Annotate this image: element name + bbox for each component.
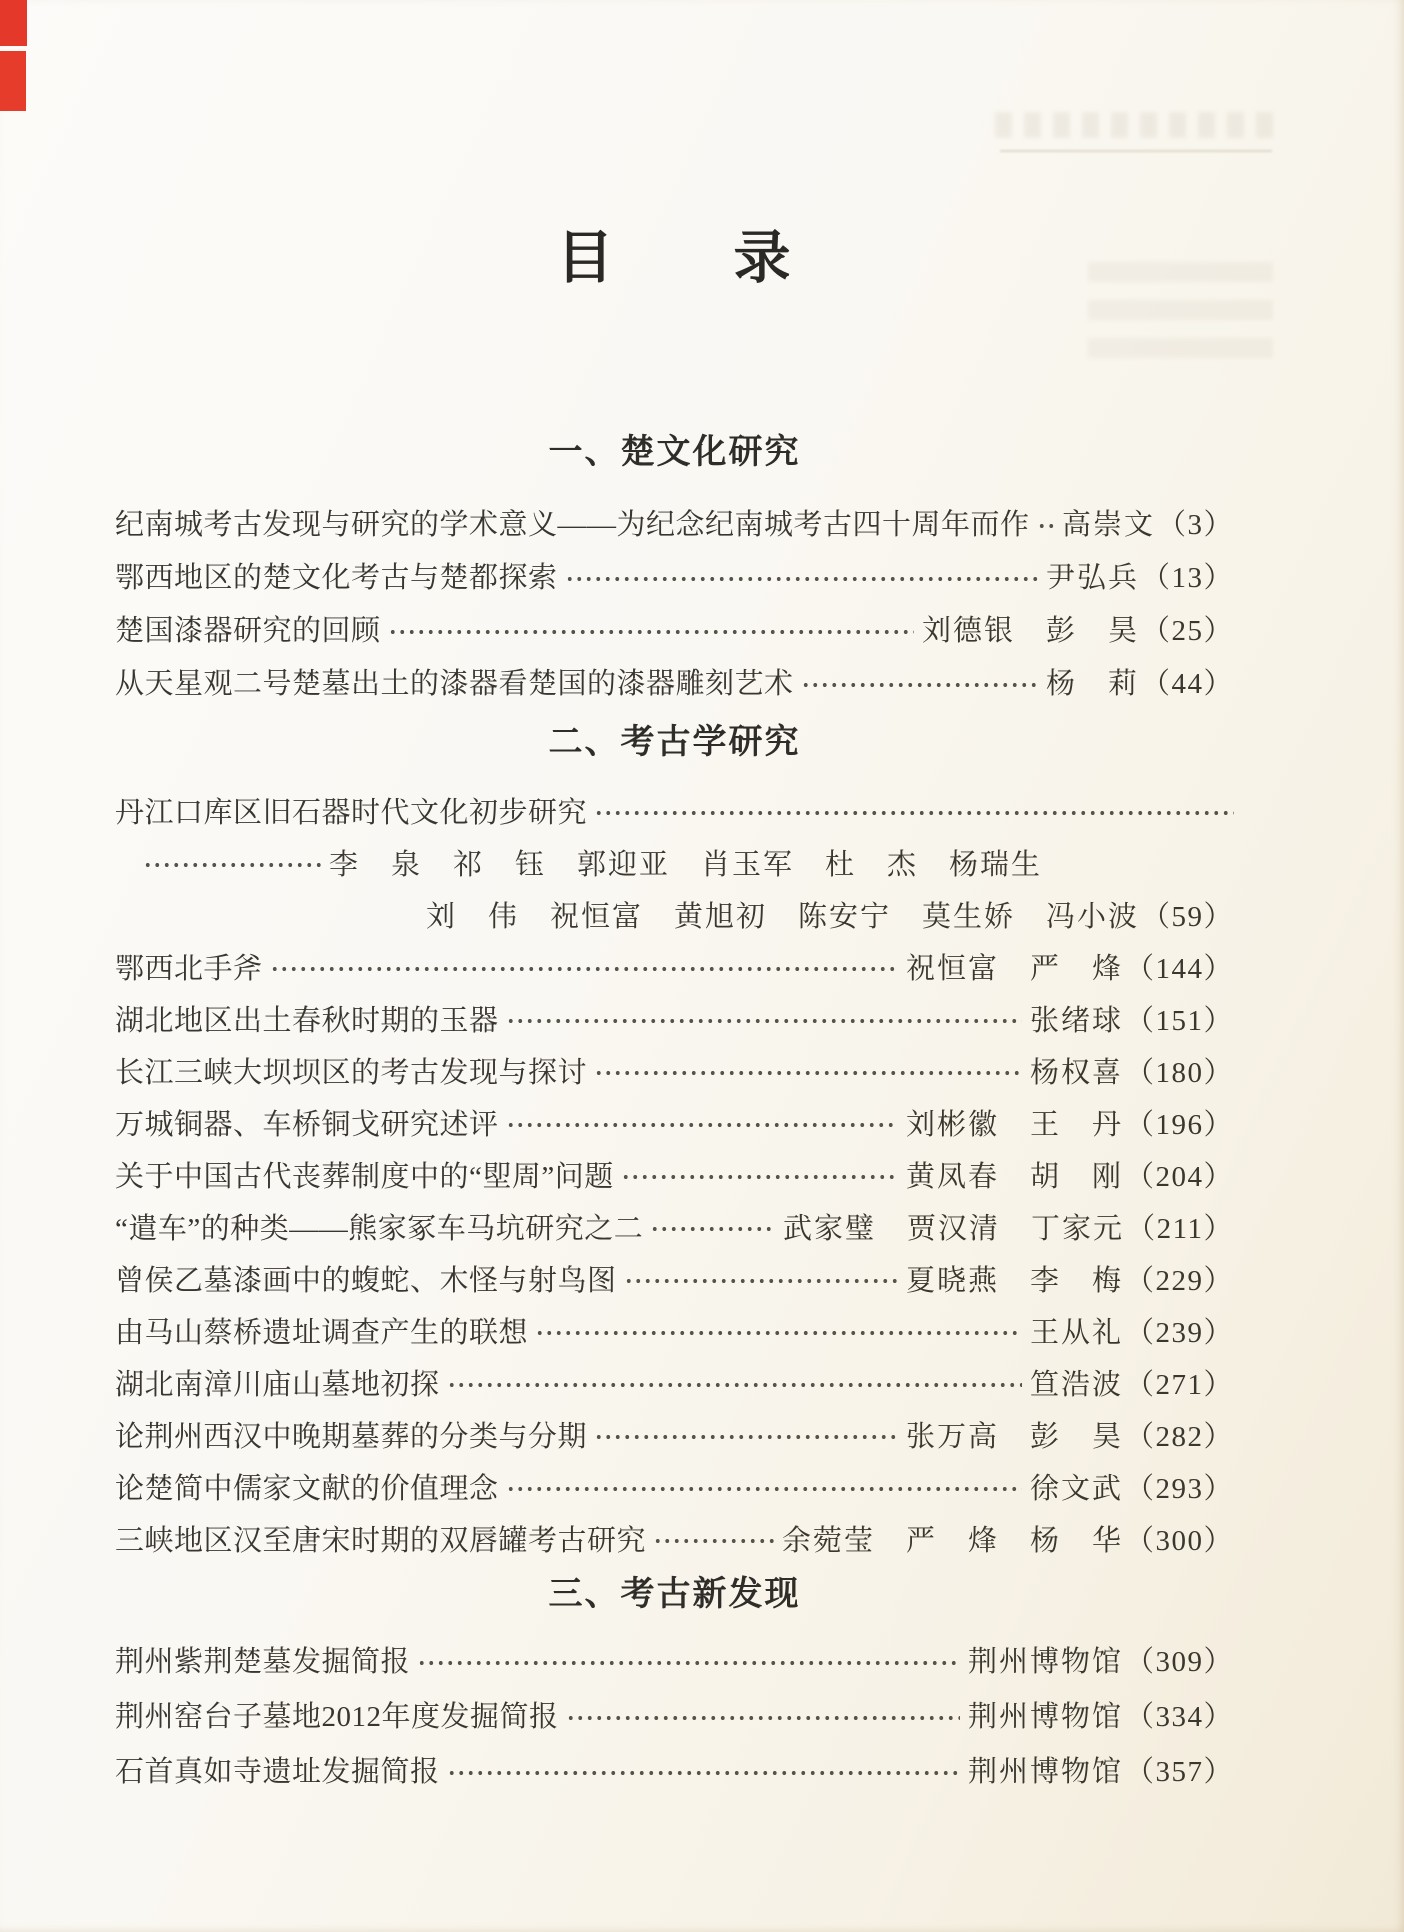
- dot-leader: [653, 1512, 774, 1564]
- dot-leader: [594, 1408, 898, 1460]
- toc-entry: [115, 1044, 1234, 1096]
- toc-entry: [115, 602, 1234, 655]
- entry-page-number: （25）: [1140, 615, 1234, 647]
- dot-leader: [388, 602, 914, 655]
- entry-title: 鄂西北手斧: [115, 952, 263, 985]
- toc-entry: [115, 1148, 1234, 1200]
- entry-page-number: （196）: [1124, 1108, 1234, 1141]
- entry-page-number: （44）: [1140, 668, 1234, 700]
- entry-page-number: （151）: [1124, 1004, 1234, 1037]
- entry-title: 长江三峡大坝坝区的考古发现与探讨: [115, 1056, 588, 1089]
- entry-authors: 笪浩波: [1029, 1368, 1123, 1401]
- toc-entry: [115, 836, 1234, 888]
- entry-authors: 余菀莹 严 烽 杨 华: [781, 1524, 1123, 1557]
- dot-leader: [270, 940, 898, 992]
- dot-leader: [143, 836, 321, 888]
- toc-entry: [115, 1356, 1234, 1408]
- entry-authors: 张万高 彭 昊: [905, 1420, 1123, 1453]
- dot-leader: [565, 549, 1038, 602]
- entry-title: 荆州紫荆楚墓发掘简报: [115, 1646, 411, 1678]
- toc-entry: [115, 888, 1234, 940]
- entry-authors: 尹弘兵: [1045, 562, 1139, 594]
- entry-page-number: （211）: [1126, 1212, 1234, 1245]
- toc-entry: [115, 992, 1234, 1044]
- section-entries: [115, 784, 1234, 1564]
- entry-authors: 祝恒富 严 烽: [905, 952, 1123, 985]
- entry-title: 鄂西地区的楚文化考古与楚都探索: [115, 562, 558, 594]
- entry-authors: 杨 莉: [1045, 668, 1139, 700]
- entry-page-number: （282）: [1124, 1420, 1234, 1453]
- toc-entry: [115, 784, 1234, 836]
- entry-title: 由马山蔡桥遗址调查产生的联想: [115, 1316, 529, 1349]
- toc-entry: [115, 549, 1234, 602]
- entry-authors: 王从礼: [1029, 1316, 1123, 1349]
- dot-leader: [650, 1200, 775, 1252]
- toc-entry: [115, 1632, 1234, 1687]
- section-entries: [115, 1632, 1234, 1797]
- toc-entry: [115, 1512, 1234, 1564]
- toc-sections: [115, 428, 1234, 1797]
- entry-authors: 荆州博物馆: [967, 1701, 1123, 1733]
- entry-title: 曾侯乙墓漆画中的蝮蛇、木怪与射鸟图: [115, 1264, 617, 1297]
- toc-entry: [115, 1096, 1234, 1148]
- dot-leader: [594, 784, 1234, 836]
- dot-leader: [506, 992, 1022, 1044]
- page-title: 目 录: [556, 227, 793, 290]
- toc-entry: [115, 655, 1234, 708]
- entry-title: “遣车”的种类——熊家冢车马坑研究之二: [115, 1212, 644, 1245]
- dot-leader: [624, 1252, 898, 1304]
- dot-leader: [566, 1687, 960, 1742]
- entry-page-number: （300）: [1124, 1524, 1234, 1557]
- dot-leader: [417, 1632, 960, 1687]
- entry-authors: 黄凤春 胡 刚: [905, 1160, 1123, 1193]
- toc-entry: [115, 1687, 1234, 1742]
- toc-entry: [115, 1304, 1234, 1356]
- dot-leader: [1037, 496, 1054, 549]
- entry-title: 荆州窑台子墓地2012年度发掘简报: [115, 1701, 559, 1733]
- entry-page-number: （293）: [1124, 1472, 1234, 1505]
- entry-authors: 徐文武: [1029, 1472, 1123, 1505]
- entry-title: 石首真如寺遗址发掘简报: [115, 1756, 440, 1788]
- section-heading: 三、考古新发现: [548, 1575, 801, 1613]
- dot-leader: [506, 1460, 1022, 1512]
- toc-entry: [115, 1252, 1234, 1304]
- entry-page-number: （204）: [1124, 1160, 1234, 1193]
- entry-page-number: （357）: [1124, 1756, 1234, 1788]
- section-heading: 二、考古学研究: [548, 723, 801, 761]
- dot-leader: [506, 1096, 898, 1148]
- entry-title: 楚国漆器研究的回顾: [115, 615, 381, 647]
- entry-page-number: （144）: [1124, 952, 1234, 985]
- section-heading: 一、楚文化研究: [548, 433, 801, 471]
- entry-page-number: （3）: [1156, 509, 1234, 541]
- entry-authors: 刘彬徽 王 丹: [905, 1108, 1123, 1141]
- entry-title: 论楚简中儒家文献的价值理念: [115, 1472, 499, 1505]
- entry-authors: 夏晓燕 李 梅: [905, 1264, 1123, 1297]
- entry-authors: 杨权喜: [1029, 1056, 1123, 1089]
- entry-authors: 荆州博物馆: [967, 1756, 1123, 1788]
- entry-authors: 刘 伟 祝恒富 黄旭初 陈安宁 莫生娇 冯小波: [425, 900, 1139, 933]
- entry-page-number: （239）: [1124, 1316, 1234, 1349]
- dot-leader: [621, 1148, 898, 1200]
- entry-title: 万城铜器、车桥铜戈研究述评: [115, 1108, 499, 1141]
- entry-page-number: （229）: [1124, 1264, 1234, 1297]
- section-entries: [115, 496, 1234, 708]
- dot-leader: [594, 1044, 1022, 1096]
- entry-title: 关于中国古代丧葬制度中的“堲周”问题: [115, 1160, 614, 1193]
- entry-page-number: （13）: [1140, 562, 1234, 594]
- entry-title: 纪南城考古发现与研究的学术意义——为纪念纪南城考古四十周年而作: [115, 509, 1030, 541]
- toc-entry: [115, 1742, 1234, 1797]
- dot-leader: [535, 1304, 1022, 1356]
- dot-leader: [447, 1742, 960, 1797]
- toc-entry: [115, 940, 1234, 992]
- toc-entry: [115, 1408, 1234, 1460]
- entry-title: 湖北地区出土春秋时期的玉器: [115, 1004, 499, 1037]
- entry-title: 三峡地区汉至唐宋时期的双唇罐考古研究: [115, 1524, 647, 1557]
- entry-title: 论荆州西汉中晚期墓葬的分类与分期: [115, 1420, 588, 1453]
- entry-page-number: （180）: [1124, 1056, 1234, 1089]
- toc-entry: [115, 1200, 1234, 1252]
- entry-title: 从天星观二号楚墓出土的漆器看楚国的漆器雕刻艺术: [115, 668, 794, 700]
- dot-leader: [447, 1356, 1022, 1408]
- entry-authors: 荆州博物馆: [967, 1646, 1123, 1678]
- entry-page-number: （309）: [1124, 1646, 1234, 1678]
- entry-page-number: （59）: [1140, 900, 1234, 933]
- entry-authors: 武家璧 贾汉清 丁家元: [783, 1212, 1125, 1245]
- entry-page-number: （334）: [1124, 1701, 1234, 1733]
- entry-authors: 张绪球: [1029, 1004, 1123, 1037]
- entry-title: 湖北南漳川庙山墓地初探: [115, 1368, 440, 1401]
- entry-page-number: （271）: [1124, 1368, 1234, 1401]
- entry-authors: 刘德银 彭 昊: [921, 615, 1139, 647]
- dot-leader: [801, 655, 1038, 708]
- entry-title: 丹江口库区旧石器时代文化初步研究: [115, 796, 588, 829]
- toc-entry: [115, 496, 1234, 549]
- entry-authors: 李 泉 祁 钰 郭迎亚 肖玉军 杜 杰 杨瑞生: [329, 848, 1043, 881]
- entry-authors: 高崇文: [1061, 509, 1155, 541]
- toc-entry: [115, 1460, 1234, 1512]
